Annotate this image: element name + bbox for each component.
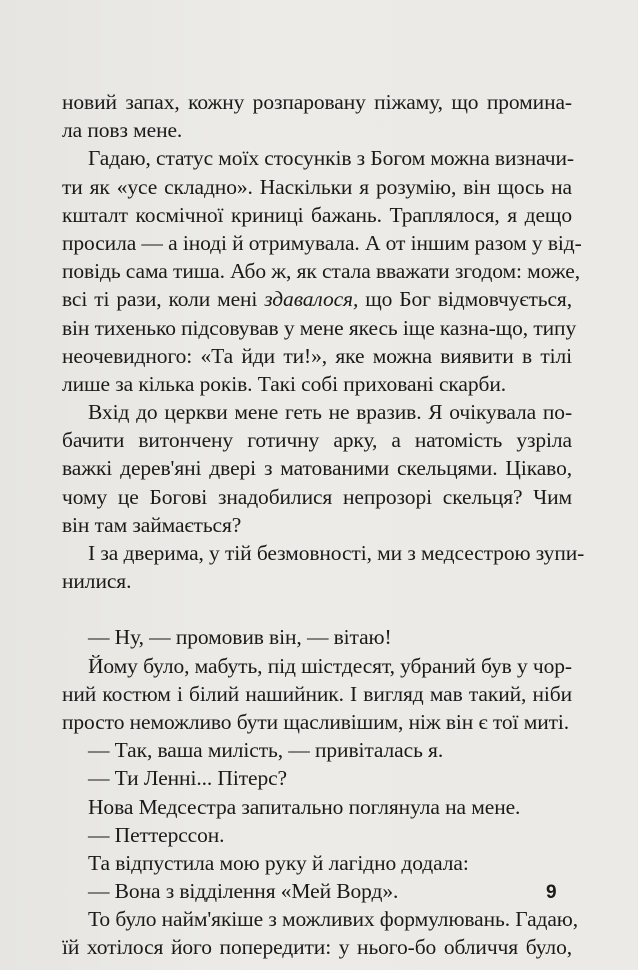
text-line: Вхід до церкви мене геть не вразив. Я очікувала по- (88, 400, 572, 425)
text-line: ла повз мене. (62, 118, 183, 143)
text-line: Гадаю, статус моїх стосунків з Богом можна визначи- (88, 146, 574, 171)
text-line: Нова Медсестра запитально поглянула на мене. (88, 794, 521, 819)
text-line: — Ти Ленні... Пітерс? (88, 766, 287, 791)
text-line: повідь сама тиша. Або ж, як стала вважати згодом: може, (62, 259, 580, 284)
body-text (62, 88, 585, 962)
text-line: — Вона з відділення «Мей Ворд». (88, 879, 399, 904)
text-line: чому це Богові знадобилися непрозорі скельця? Чим (62, 484, 572, 509)
text-line: він там займається? (62, 512, 242, 537)
text-line: Та відпустила мою руку й лагідно додала: (88, 850, 469, 875)
text-line: ти як «усе складно». Наскільки я розумію, він щось на (62, 174, 572, 199)
text-line: То було найм'якіше з можливих формулювань. Гадаю, (88, 907, 579, 932)
text-line: Йому було, мабуть, під шістдесят, убраний був у чор- (88, 653, 572, 678)
text-line (62, 285, 572, 313)
text-line: нилися. (62, 569, 132, 594)
text-line: бачити витончену готичну арку, а натомість узріла (62, 428, 572, 453)
text-line: їй хотілося його попередити: у нього-бо обличчя було, (62, 935, 572, 960)
text-segment: що Бог відмовчується, (358, 287, 572, 312)
text-line: І за дверима, у тій безмовності, ми з медсестрою зупи- (88, 541, 585, 565)
text-line: неочевидного: «Та йди ти!», яке можна виявити в тілі (62, 343, 572, 368)
paragraph-gap (62, 595, 572, 623)
text-line: лише за кілька років. Такі собі приховані скарби. (62, 371, 507, 396)
page-number: 9 (546, 882, 557, 903)
text-segment: всі ті рази, коли мені (62, 287, 265, 312)
text-line: він тихенько підсовував у мене якесь іще казна-що, типу (62, 315, 577, 340)
text-line: кшталт космічної криниці бажань. Траплялося, я дещо (62, 202, 572, 227)
text-line: — Ну, — промовив він, — вітаю! (88, 625, 392, 650)
text-line: новий запах, кожну розпаровану піжаму, що промина- (62, 90, 572, 114)
text-line: важкі дерев'яні двері з матованими скельцями. Цікаво, (62, 456, 572, 481)
text-line: ний костюм і білий нашийник. І вигляд мав такий, ніби (62, 681, 572, 706)
italic-text: здавалося, (264, 287, 359, 312)
text-line: — Петтерссон. (88, 822, 225, 847)
text-line: просила — а іноді й отримувала. А от іншим разом у від- (62, 230, 582, 255)
text-line: просто неможливо бути щасливішим, ніж він є тої миті. (62, 709, 570, 734)
text-line: — Так, ваша милість, — привіталась я. (88, 738, 444, 763)
